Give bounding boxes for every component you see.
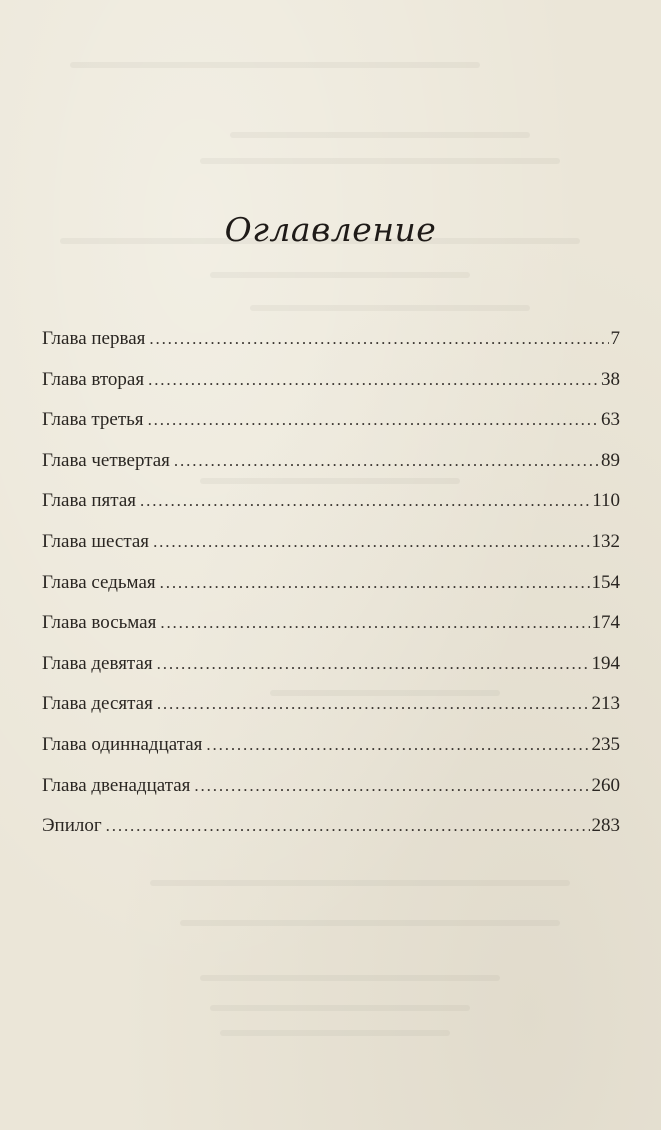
- toc-leader-dots: [140, 491, 590, 511]
- toc-leader-dots: [153, 532, 589, 552]
- table-of-contents: [42, 328, 620, 856]
- bleed-through-line: [200, 975, 500, 981]
- toc-entry-page-number: 283: [591, 815, 620, 837]
- bleed-through-line: [180, 920, 560, 926]
- bleed-through-line: [230, 132, 530, 138]
- toc-leader-dots: [157, 654, 590, 674]
- toc-entry: [42, 815, 620, 856]
- toc-leader-dots: [106, 816, 590, 836]
- bleed-through-line: [150, 880, 570, 886]
- toc-entry-label: Глава вторая: [42, 368, 145, 390]
- toc-leader-dots: [157, 694, 590, 714]
- toc-entry-page-number: 7: [610, 328, 620, 349]
- toc-entry-page-number: 235: [591, 733, 620, 755]
- toc-entry-label: Глава пятая: [42, 490, 136, 512]
- toc-entry-label: Глава десятая: [42, 693, 153, 715]
- toc-entry-label: Эпилог: [42, 815, 102, 837]
- toc-entry-page-number: 110: [592, 490, 620, 512]
- toc-entry-page-number: 63: [601, 409, 620, 431]
- toc-entry-label: Глава третья: [42, 409, 144, 431]
- toc-leader-dots: [148, 370, 599, 390]
- toc-leader-dots: [160, 573, 590, 593]
- toc-leader-dots: [206, 735, 589, 755]
- toc-entry: [42, 612, 620, 653]
- toc-entry: [42, 531, 620, 572]
- toc-entry: [42, 328, 620, 369]
- toc-entry: [42, 775, 620, 816]
- toc-leader-dots: [160, 613, 589, 633]
- toc-leader-dots: [194, 776, 589, 796]
- toc-entry-label: Глава шестая: [42, 530, 150, 552]
- toc-entry: [42, 734, 620, 775]
- bleed-through-line: [210, 1005, 470, 1011]
- toc-entry-page-number: 132: [591, 530, 620, 552]
- toc-entry-label: Глава первая: [42, 328, 146, 349]
- toc-entry: [42, 693, 620, 734]
- bleed-through-line: [70, 62, 480, 68]
- toc-leader-dots: [148, 410, 599, 430]
- toc-entry-label: Глава двенадцатая: [42, 774, 191, 796]
- toc-entry: [42, 490, 620, 531]
- toc-entry-label: Глава одиннадцатая: [42, 733, 203, 755]
- toc-entry-page-number: 38: [601, 368, 620, 390]
- toc-entry: [42, 653, 620, 694]
- toc-entry: [42, 369, 620, 410]
- toc-entry-label: Глава восьмая: [42, 612, 157, 634]
- toc-entry-page-number: 213: [591, 693, 620, 715]
- bleed-through-line: [250, 305, 530, 311]
- toc-entry-label: Глава четвертая: [42, 449, 170, 471]
- toc-entry-page-number: 174: [591, 612, 620, 634]
- toc-entry: [42, 450, 620, 491]
- toc-entry-page-number: 154: [591, 571, 620, 593]
- toc-entry-label: Глава седьмая: [42, 571, 156, 593]
- bleed-through-line: [200, 158, 560, 164]
- toc-entry-page-number: 194: [591, 652, 620, 674]
- toc-leader-dots: [149, 329, 608, 349]
- bleed-through-line: [220, 1030, 450, 1036]
- toc-entry: [42, 409, 620, 450]
- toc-leader-dots: [174, 451, 599, 471]
- page-title: Оглавление: [224, 210, 437, 249]
- bleed-through-line: [210, 272, 470, 278]
- toc-entry-page-number: 260: [591, 774, 620, 796]
- toc-entry-label: Глава девятая: [42, 652, 153, 674]
- toc-entry: [42, 572, 620, 613]
- toc-entry-page-number: 89: [601, 449, 620, 471]
